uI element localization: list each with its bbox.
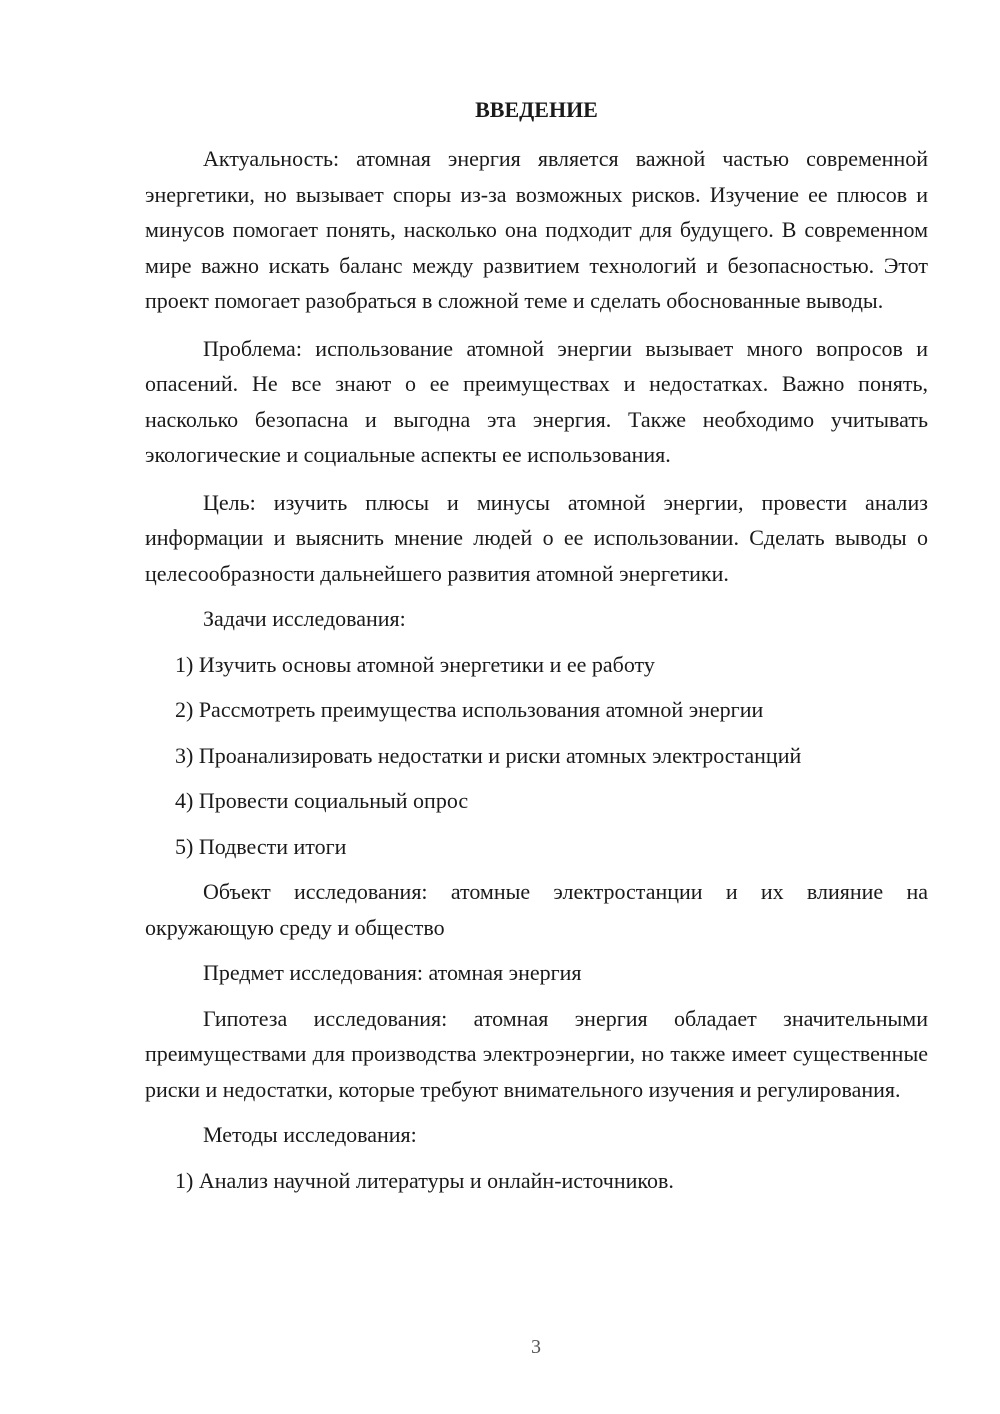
task-item: 1) Изучить основы атомной энергетики и ее работу [175,651,655,677]
paragraph-hypothesis: Гипотеза исследования: атомная энергия обладает значительными преимуществами для производства электроэнергии, но также имеет существенные риски и недостатки, которые требуют внимательного изучения и регулирования. [145,1005,928,1102]
task-item: 3) Проанализировать недостатки и риски атомных электростанций [175,742,802,768]
task-item: 5) Подвести итоги [175,833,347,859]
methods-list [145,1163,928,1199]
section-body [145,141,928,1198]
tasks-heading: Задачи исследования: [203,606,406,631]
methods-heading: Методы исследования: [203,1122,417,1147]
method-item: 1) Анализ научной литературы и онлайн-источников. [175,1167,674,1193]
paragraph-problem: Проблема: использование атомной энергии вызывает много вопросов и опасений. Не все знают о ее преимуществах и недостатках. Важно понять, насколько безопасна и выгодна эта энергия. Также необходимо учитывать экологические и социальные аспекты ее использования. [145,335,928,467]
tasks-list [145,647,928,865]
page-number: 3 [531,1336,541,1358]
task-item: 4) Провести социальный опрос [175,788,469,813]
paragraph-object: Объект исследования: атомные электростанции и их влияние на окружающую среду и общество [145,879,928,940]
section-title: ВВЕДЕНИЕ [475,97,598,122]
paragraph-relevance: Актуальность: атомная энергия является важной частью современной энергетики, но вызывает споры из-за возможных рисков. Изучение ее плюсов и минусов помогает понять, насколько она подходит для будущего. В современном мире важно искать баланс между развитием технологий и безопасностью. Этот проект помогает разобраться в сложной теме и сделать обоснованные выводы. [145,146,928,313]
paragraph-subject: Предмет исследования: атомная энергия [203,960,582,985]
task-item: 2) Рассмотреть преимущества использования атомной энергии [175,697,764,722]
paragraph-goal: Цель: изучить плюсы и минусы атомной энергии, провести анализ информации и выяснить мнение людей о ее использовании. Сделать выводы о целесообразности дальнейшего развития атомной энергетики. [145,489,928,586]
